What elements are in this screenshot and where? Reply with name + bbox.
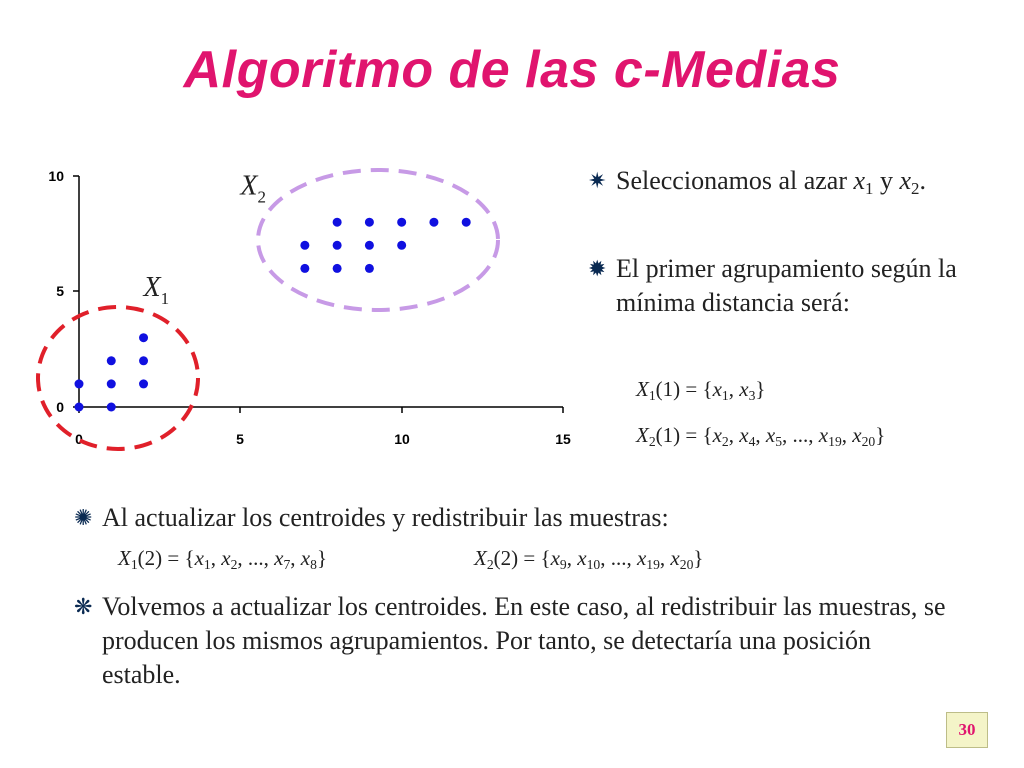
data-point [300,241,309,250]
data-point [397,218,406,227]
x-tick-label: 0 [75,431,83,447]
data-point [462,218,471,227]
gear-icon: ✺ [74,505,93,530]
data-point [139,379,148,388]
data-point [75,379,84,388]
data-point [429,218,438,227]
set-definition: $X_1(2) = \{x_1$, $x_2$, ..., $x_7$, $x_8$} [118,546,328,573]
data-point [333,264,342,273]
bullet-item: ✺ Al actualizar los centroides y redistribuir las muestras: [74,501,974,535]
x-axis [79,407,563,413]
snowflake-icon: ❋ [74,594,93,619]
bullet-item: ✷ Seleccionamos al azar $x_1$ y $x_2$. [588,166,926,199]
data-points [75,218,471,412]
data-point [107,403,116,412]
set-definition: $X_1(1) = \{x_1$, $x_3$} [636,377,766,404]
data-point [397,241,406,250]
y-tick-label: 10 [48,168,64,184]
data-point [365,264,374,273]
set-definition: $X_2(1) = \{x_2$, $x_4$, $x_5$, ..., $x_{19}$, $x_{20}$} [636,423,886,450]
star-icon: ✷ [588,168,607,193]
x-tick-label: 5 [236,431,244,447]
data-point [333,218,342,227]
scatter-chart [0,160,600,460]
cluster-1-circle [38,307,198,449]
data-point [75,403,84,412]
data-point [139,356,148,365]
slide-title: Algoritmo de las c-Medias [183,41,841,99]
data-point [333,241,342,250]
y-tick-label: 0 [56,399,64,415]
cluster-label: $X_2$ [240,170,266,207]
data-point [365,218,374,227]
x-tick-label: 10 [394,431,410,447]
bullet-item: ✹ El primer agrupamiento según la mínima distancia será: [588,254,957,317]
data-point [107,379,116,388]
sunburst-icon: ✹ [588,256,607,281]
y-tick-label: 5 [56,283,64,299]
set-definition: $X_2(2) = \{x_9$, $x_{10}$, ..., $x_{19}$, $x_{20}$} [474,546,704,573]
bullet-item: ❋ Volvemos a actualizar los centroides. En este caso, al redistribuir las muestras, se producen los mismos agrupamientos. Por tanto, se detectaría una posición estable. [74,592,946,689]
slide-number: 30 [946,712,988,748]
x-tick-label: 15 [555,431,571,447]
cluster-labels [143,170,266,308]
data-point [139,333,148,342]
data-point [365,241,374,250]
cluster-2-circle [258,170,498,310]
data-point [300,264,309,273]
data-point [107,356,116,365]
cluster-label: $X_1$ [143,272,170,309]
y-axis [73,176,79,407]
